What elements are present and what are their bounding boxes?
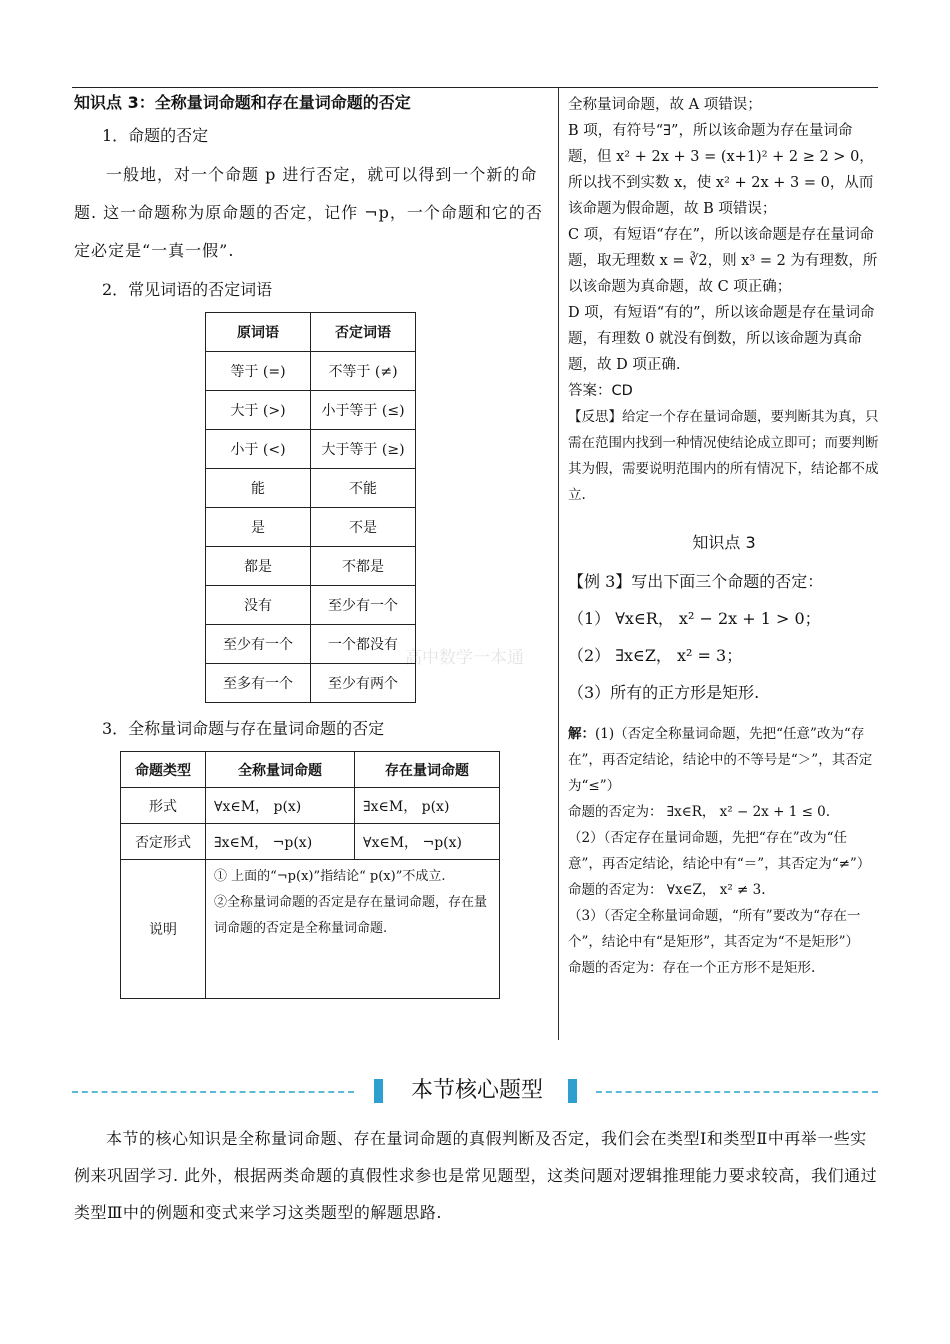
table-cell: 都是 <box>206 547 311 586</box>
table-cell: 不是 <box>311 508 416 547</box>
table-cell: 至少有一个 <box>206 625 311 664</box>
analysis-line: 全称量词命题，故 A 项错误； <box>568 97 762 113</box>
right-column <box>568 92 880 981</box>
table-row <box>206 547 416 586</box>
knowledge-point-3-heading: 知识点 3 <box>692 533 756 552</box>
table-cell: 至少有两个 <box>311 664 416 703</box>
table-cell: 能 <box>206 469 311 508</box>
solution-part-3: （3）（否定全称量词命题，“所有”要改为“存在一个”，结论中有“是矩形”，其否定为“不是矩形”） <box>568 908 861 950</box>
table-cell: ∀x∈M， p(x) <box>206 788 355 824</box>
table-header-cell: 否定词语 <box>311 313 416 352</box>
solution-result: 命题的否定为： ∃x∈R， x² − 2x + 1 ≤ 0. <box>568 804 831 820</box>
table-header-cell: 命题类型 <box>121 752 206 788</box>
table-cell: 大于 (>) <box>206 391 311 430</box>
analysis-line: B 项，有符号“∃”，所以该命题为存在量词命题，但 x² + 2x + 3 = (x+1)² + 2 ≥ 2 > 0，所以找不到实数 x，使 x² + 2x + 3 = 0，从而该命题为假命题，故 B 项错误； <box>568 123 874 217</box>
table-header-row <box>206 313 416 352</box>
solution-result: 命题的否定为： ∀x∈Z， x² ≠ 3. <box>568 882 766 898</box>
table-row <box>206 625 416 664</box>
table-cell: 小于等于 (≤) <box>311 391 416 430</box>
solution-label: 解： <box>568 726 595 742</box>
table-cell: 没有 <box>206 586 311 625</box>
table-row <box>206 391 416 430</box>
table-header-cell: 存在量词命题 <box>355 752 500 788</box>
table-cell: ∃x∈M， ¬p(x) <box>206 824 355 860</box>
table-row <box>121 788 500 824</box>
subheading-negation: 1．命题的否定 <box>102 126 209 145</box>
table-cell: 一个都没有 <box>311 625 416 664</box>
reflection-note: 【反思】给定一个存在量词命题，要判断其为真，只需在范围内找到一种情况使结论成立即可；而要判断其为假，需要说明范围内的所有情况下，结论都不成立. <box>568 409 879 503</box>
note-line-2: ②全称量词命题的否定是存在量词命题，存在量词命题的否定是全称量词命题. <box>214 895 488 936</box>
table-header-cell: 原词语 <box>206 313 311 352</box>
example-item: （3）所有的正方形是矩形. <box>568 683 760 702</box>
dashed-rule-right <box>596 1091 878 1093</box>
section-title: 本节核心题型 <box>410 1078 543 1103</box>
accent-bar-left <box>374 1079 383 1103</box>
example-item: （1） ∀x∈R， x² − 2x + 1 > 0； <box>568 609 821 628</box>
example-3-heading: 【例 3】写出下面三个命题的否定： <box>568 572 824 591</box>
top-rule <box>72 87 878 88</box>
knowledge-point-title: 知识点 3：全称量词命题和存在量词命题的否定 <box>74 93 411 112</box>
accent-bar-right <box>568 1079 577 1103</box>
table-row <box>206 430 416 469</box>
table-header-row <box>121 752 500 788</box>
dashed-rule-left <box>72 1091 354 1093</box>
table-cell: 说明 <box>121 860 206 999</box>
subheading-quantifier-negation: 3．全称量词命题与存在量词命题的否定 <box>102 719 385 738</box>
solution-text: (1)（否定全称量词命题，先把“任意”改为“存在”，再否定结论，结论中的不等号是“＞”，其否定为“≤”） <box>568 726 873 794</box>
table-cell: 是 <box>206 508 311 547</box>
section-intro <box>74 1120 878 1231</box>
solution-part-2: （2）（否定存在量词命题，先把“存在”改为“任意”，再否定结论，结论中有“＝”，其否定为“≠”） <box>568 830 871 872</box>
section-divider <box>72 1075 878 1109</box>
table-row <box>206 352 416 391</box>
note-line-1: ① 上面的“¬p(x)”指结论“ p(x)”不成立. <box>214 869 446 884</box>
table-row <box>206 508 416 547</box>
negation-paragraph: 一般地，对一个命题 p 进行否定，就可以得到一个新的命题. 这一命题称为原命题的否定，记作 ¬p，一个命题和它的否定必定是“一真一假”. <box>74 165 543 260</box>
table-cell: 不都是 <box>311 547 416 586</box>
solution-result: 命题的否定为：存在一个正方形不是矩形. <box>568 960 816 976</box>
table-cell: 形式 <box>121 788 206 824</box>
left-column <box>74 92 552 999</box>
table-cell: 不等于 (≠) <box>311 352 416 391</box>
answer-line: 答案：CD <box>568 383 633 399</box>
table-cell: ∀x∈M， ¬p(x) <box>355 824 500 860</box>
table-cell: 大于等于 (≥) <box>311 430 416 469</box>
table-row <box>121 860 500 999</box>
table-row <box>206 469 416 508</box>
solution-part-1 <box>568 721 880 799</box>
analysis-line: D 项，有短语“有的”，所以该命题是存在量词命题，有理数 0 就没有倒数，所以该命题为真命题，故 D 项正确. <box>568 305 875 373</box>
watermark: 高中数学一本通 <box>405 648 524 668</box>
table-cell: 至多有一个 <box>206 664 311 703</box>
table-row <box>121 824 500 860</box>
example-item: （2） ∃x∈Z， x² = 3； <box>568 646 743 665</box>
note-cell <box>206 860 500 999</box>
table-row <box>206 664 416 703</box>
table-cell: 等于 (=) <box>206 352 311 391</box>
table-cell: ∃x∈M， p(x) <box>355 788 500 824</box>
table-cell: 否定形式 <box>121 824 206 860</box>
quantifier-negation-table <box>120 751 500 999</box>
table-row <box>206 586 416 625</box>
subheading-common-words: 2．常见词语的否定词语 <box>102 280 273 299</box>
negation-words-table <box>205 312 416 703</box>
table-cell: 小于 (<) <box>206 430 311 469</box>
table-header-cell: 全称量词命题 <box>206 752 355 788</box>
section-intro-paragraph: 本节的核心知识是全称量词命题、存在量词命题的真假判断及否定，我们会在类型Ⅰ和类型Ⅱ中再举一些实例来巩固学习. 此外，根据两类命题的真假性求参也是常见题型，这类问题对逻辑推理能力要求较高，我们通过类型Ⅲ中的例题和变式来学习这类题型的解题思路. <box>74 1129 878 1222</box>
table-cell: 不能 <box>311 469 416 508</box>
analysis-line: C 项，有短语“存在”，所以该命题是存在量词命题，取无理数 x = ∛2，则 x³ = 2 为有理数，所以该命题为真命题，故 C 项正确； <box>568 227 878 295</box>
table-cell: 至少有一个 <box>311 586 416 625</box>
column-divider <box>558 88 559 1040</box>
